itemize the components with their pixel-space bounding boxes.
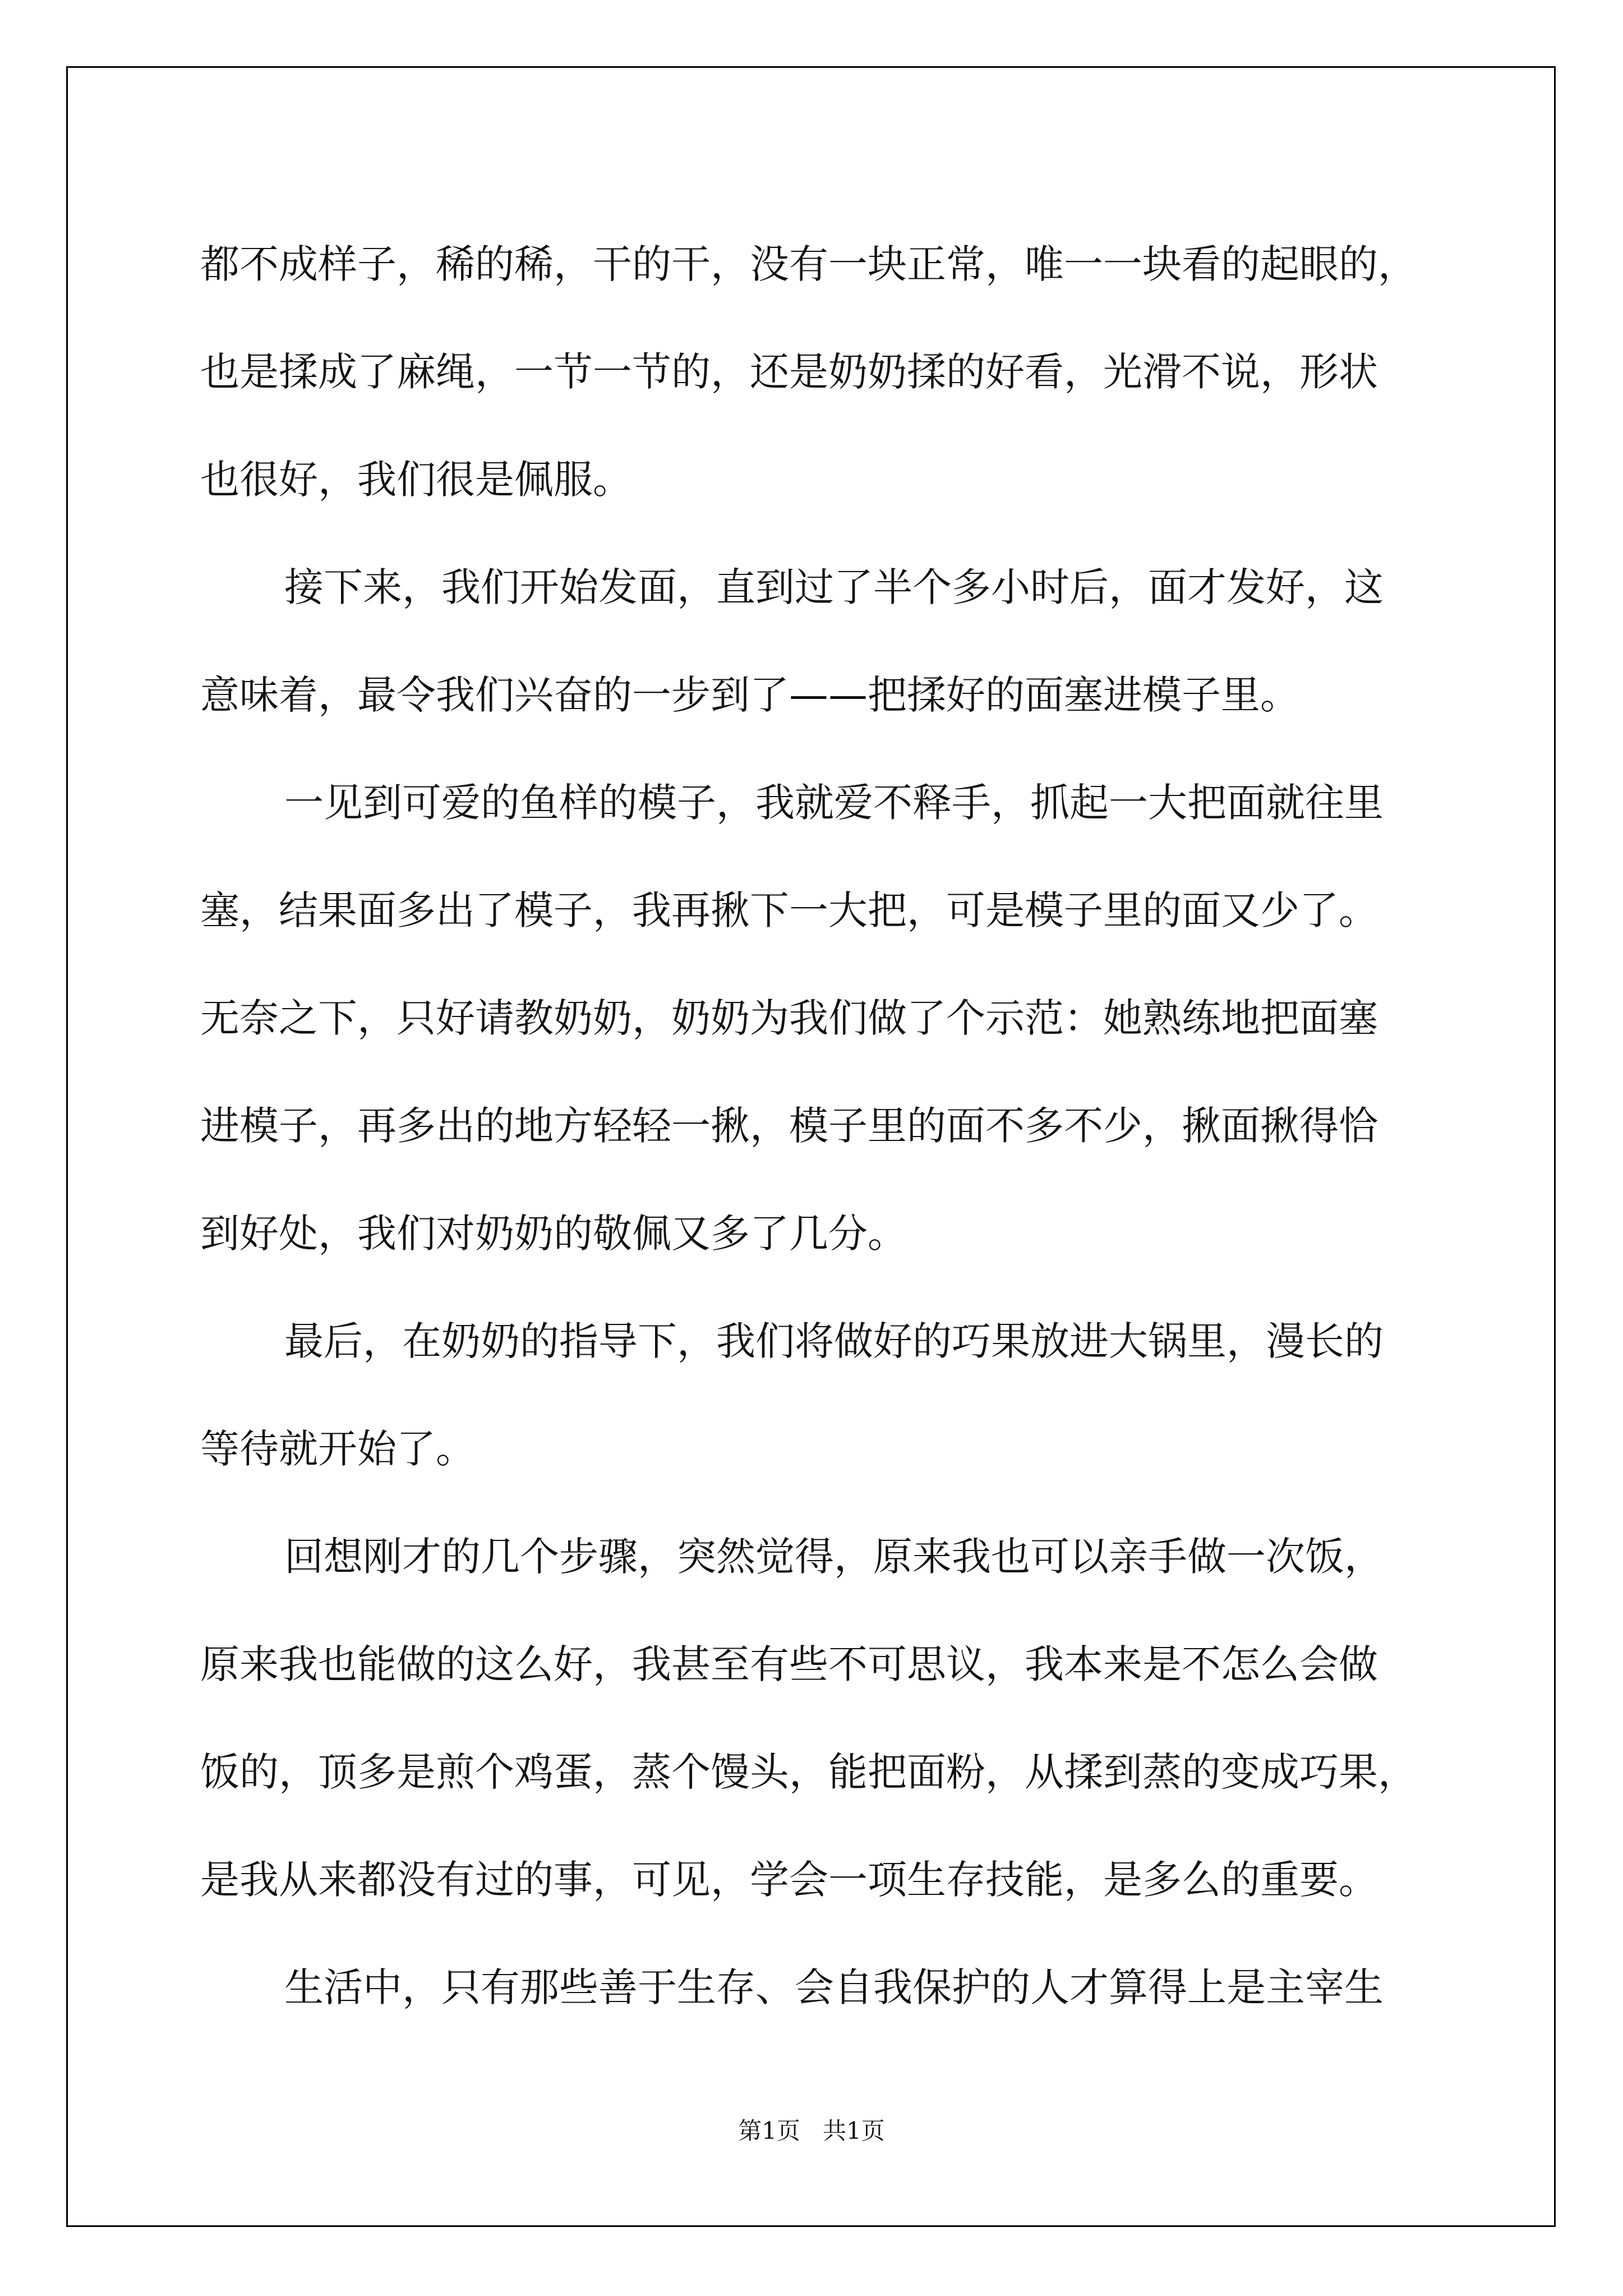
paragraph-5 bbox=[200, 1503, 1434, 1934]
paragraph-2 bbox=[200, 533, 1434, 749]
text-line: 都不成样子，稀的稀，干的干，没有一块正常，唯一一块看的起眼的， bbox=[200, 241, 1417, 287]
document-body bbox=[200, 210, 1434, 2041]
paragraph-4 bbox=[200, 1287, 1434, 1503]
text-line: 到好处，我们对奶奶的敬佩又多了几分。 bbox=[200, 1211, 907, 1257]
text-line: 生活中，只有那些善于生存、会自我保护的人才算得上是主宰生 bbox=[284, 1964, 1384, 2010]
paragraph-6 bbox=[200, 1934, 1434, 2041]
paragraph-3 bbox=[200, 749, 1434, 1287]
text-line: 等待就开始了。 bbox=[200, 1426, 475, 1472]
text-line: 也很好，我们很是佩服。 bbox=[200, 457, 632, 503]
text-line: 是我从来都没有过的事，可见，学会一项生存技能，是多么的重要。 bbox=[200, 1857, 1378, 1903]
text-line: 饭的，顶多是煎个鸡蛋，蒸个馒头，能把面粉，从揉到蒸的变成巧果， bbox=[200, 1749, 1417, 1795]
page-footer bbox=[0, 2113, 1623, 2146]
page-number: 第1页 共1页 bbox=[738, 2117, 885, 2145]
text-line: 也是揉成了麻绳，一节一节的，还是奶奶揉的好看，光滑不说，形状 bbox=[200, 349, 1378, 395]
text-line: 接下来，我们开始发面，直到过了半个多小时后，面才发好，这 bbox=[284, 564, 1384, 610]
text-line: 原来我也能做的这么好，我甚至有些不可思议，我本来是不怎么会做 bbox=[200, 1641, 1378, 1687]
text-line: 进模子，再多出的地方轻轻一揪，模子里的面不多不少，揪面揪得恰 bbox=[200, 1103, 1378, 1149]
text-line: 回想刚才的几个步骤，突然觉得，原来我也可以亲手做一次饭， bbox=[284, 1534, 1384, 1580]
paragraph-1 bbox=[200, 210, 1434, 533]
text-line: 无奈之下，只好请教奶奶，奶奶为我们做了个示范：她熟练地把面塞 bbox=[200, 995, 1378, 1041]
text-line: 意味着，最令我们兴奋的一步到了——把揉好的面塞进模子里。 bbox=[200, 672, 1299, 718]
text-line: 塞，结果面多出了模子，我再揪下一大把，可是模子里的面又少了。 bbox=[200, 887, 1378, 933]
text-line: 最后，在奶奶的指导下，我们将做好的巧果放进大锅里，漫长的 bbox=[284, 1318, 1384, 1364]
text-line: 一见到可爱的鱼样的模子，我就爱不释手，抓起一大把面就往里 bbox=[284, 780, 1384, 826]
